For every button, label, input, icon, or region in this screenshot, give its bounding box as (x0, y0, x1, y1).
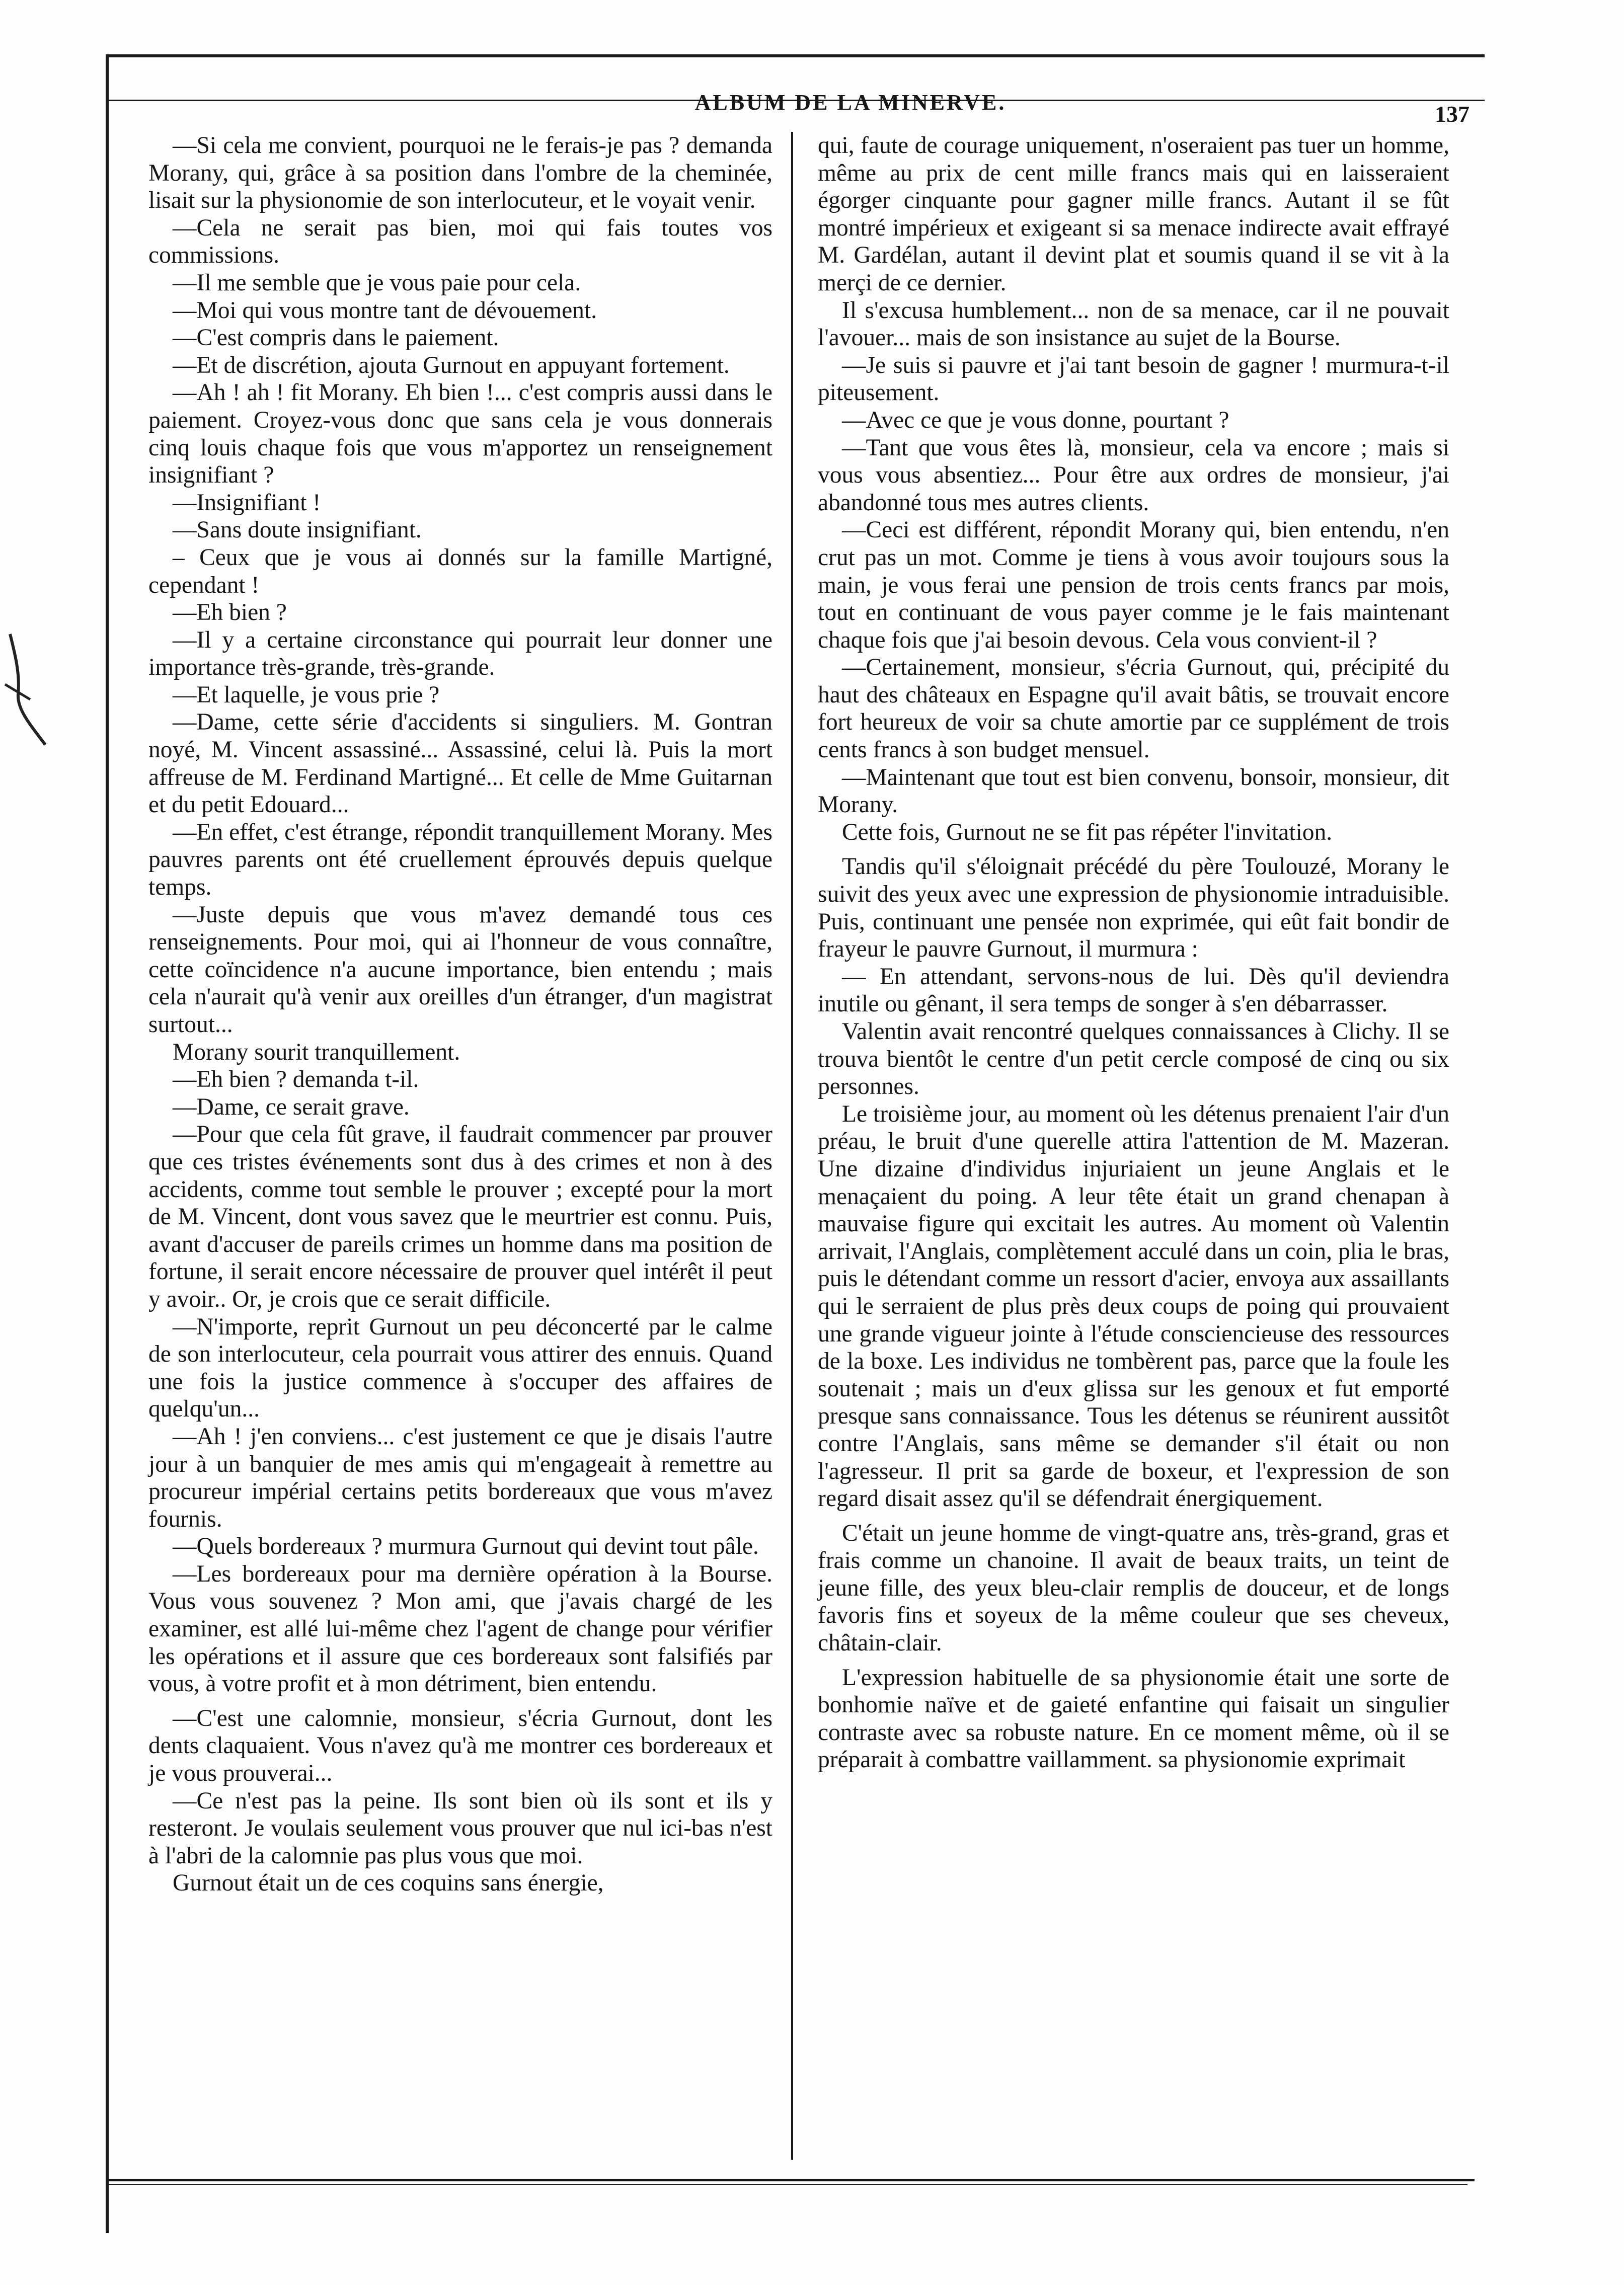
paragraph: —Et de discrétion, ajouta Gurnout en appuyant fortement. (173, 352, 730, 378)
paragraph: —Sans doute insignifiant. (173, 517, 422, 543)
text-column-left (148, 132, 772, 1897)
paragraph: Gurnout était un de ces coquins sans énergie, (173, 1870, 604, 1897)
paragraph: —En effet, c'est étrange, répondit tranquillement Morany. Mes pauvres parents ont été cruellement éprouvés depuis quelque temps. (148, 819, 772, 901)
paragraph: — En attendant, servons-nous de lui. Dès qu'il deviendra inutile ou gênant, il sera temps de songer à s'en débarrasser. (818, 963, 1449, 1017)
page-number: 137 (1435, 101, 1470, 127)
margin-pencil-mark (0, 624, 60, 755)
paragraph: —Moi qui vous montre tant de dévouement. (173, 297, 597, 324)
paragraph: —Ce n'est pas la peine. Ils sont bien où ils sont et ils y resteront. Je voulais seulement vous prouver que nul ici-bas n'est à l'abri de la calomnie pas plus vous que moi. (148, 1787, 772, 1869)
paragraph: —Et laquelle, je vous prie ? (173, 681, 440, 708)
paragraph: —Juste depuis que vous m'avez demandé tous ces renseignements. Pour moi, qui ai l'honneur de vous connaître, cette coïncidence n'a aucune importance, bien entendu ; mais cela n'aurait qu'à venir aux oreilles d'un étranger, d'un magistrat surtout... (148, 901, 772, 1038)
paragraph: L'expression habituelle de sa physionomie était une sorte de bonhomie naïve et de gaieté enfantine qui faisait un singulier contraste avec sa robuste nature. En ce moment même, où il se préparait à combattre vaillamment. sa physionomie exprimait (818, 1664, 1449, 1773)
paragraph: – Ceux que je vous ai donnés sur la famille Martigné, cependant ! (148, 544, 772, 598)
paragraph: Morany sourit tranquillement. (173, 1039, 460, 1065)
paragraph: —Il me semble que je vous paie pour cela. (173, 269, 581, 296)
paragraph: —Tant que vous êtes là, monsieur, cela va encore ; mais si vous vous absentiez... Pour être aux ordres de monsieur, j'ai abandonné tous mes autres clients. (818, 434, 1449, 516)
paragraph: —Insignifiant ! (173, 489, 321, 516)
paragraph: —Les bordereaux pour ma dernière opération à la Bourse. Vous vous souvenez ? Mon ami, que j'avais chargé de les examiner, est allé lui-même chez l'agent de change pour vérifier les opérations et il assure que ces bordereaux sont falsifiés par vous, à votre profit et à mon détriment, bien entendu. (148, 1560, 772, 1697)
paragraph: Le troisième jour, au moment où les détenus prenaient l'air d'un préau, le bruit d'une querelle attira l'attention de M. Mazeran. Une dizaine d'individus injuriaient un jeune Anglais et le menaçaient du poing. A leur tête était un grand chenapan à mauvaise figure qui excitait les autres. Au moment où Valentin arrivait, l'Anglais, complètement acculé dans un coin, plia le bras, puis le détendant comme un ressort d'acier, envoya aux assaillants qui le serraient de plus près deux coups de poing qui prouvaient une grande vigueur jointe à l'étude consciencieuse des ressources de la boxe. Les individus ne tombèrent pas, parce que la foule les soutenait ; mais un d'eux glissa sur les genoux et fut emporté presque sans connaissance. Tous les détenus se réunirent aussitôt contre l'Anglais, sans même se demander s'il était ou non l'agresseur. Il prit sa garde de boxeur, et l'expression de son regard disait assez qu'il se défendrait énergiquement. (818, 1100, 1449, 1512)
paragraph: —Pour que cela fût grave, il faudrait commencer par prouver que ces tristes événements sont dus à des crimes et non à des accidents, comme tout semble le prouver ; excepté pour la mort de M. Vincent, dont vous savez que le meurtrier est connu. Puis, avant d'accuser de pareils crimes un homme dans ma position de fortune, il serait encore nécessaire de prouver quel intérêt il peut y avoir.. Or, je crois que ce serait difficile. (148, 1121, 772, 1312)
bottom-border-rule-inner (109, 2184, 1467, 2185)
paragraph: —Ceci est différent, répondit Morany qui, bien entendu, n'en crut pas un mot. Comme je tiens à vous avoir toujours sous la main, je vous ferai une pension de trois cents francs par mois, tout en continuant de vous payer comme je le fais maintenant chaque fois que j'ai besoin devous. Cela vous convient-il ? (818, 517, 1449, 653)
paragraph: Valentin avait rencontré quelques connaissances à Clichy. Il se trouva bientôt le centre d'un petit cercle composé de cinq ou six personnes. (818, 1018, 1449, 1100)
paragraph: —Ah ! j'en conviens... c'est justement ce que je disais l'autre jour à un banquier de mes amis qui m'engageait à remettre au procureur impérial certains petits bordereaux que vous m'avez fournis. (148, 1423, 772, 1532)
top-border-rule (106, 54, 1485, 57)
paragraph: —Eh bien ? (173, 599, 287, 626)
paragraph: —Avec ce que je vous donne, pourtant ? (842, 407, 1229, 433)
paragraph: Tandis qu'il s'éloignait précédé du père Toulouzé, Morany le suivit des yeux avec une expression de physionomie intraduisible. Puis, continuant une pensée non exprimée, qui eût fait bondir de frayeur le pauvre Gurnout, il murmura : (818, 853, 1449, 963)
paragraph: —Certainement, monsieur, s'écria Gurnout, qui, précipité du haut des châteaux en Espagne qu'il avait bâtis, se trouvait encore fort heureux de voir sa chute amortie par ce supplément de trois cents francs à son budget mensuel. (818, 654, 1449, 763)
running-head-title: ALBUM DE LA MINERVE. (694, 90, 1007, 115)
paragraph: —Il y a certaine circonstance qui pourrait leur donner une importance très-grande, très-grande. (148, 626, 772, 681)
paragraph: —Cela ne serait pas bien, moi qui fais toutes vos commissions. (148, 214, 772, 269)
paragraph: —Je suis si pauvre et j'ai tant besoin de gagner ! murmura-t-il piteusement. (818, 352, 1449, 406)
bottom-border-rule (106, 2179, 1475, 2181)
paragraph: —N'importe, reprit Gurnout un peu déconcerté par le calme de son interlocuteur, cela pourrait vous attirer des ennuis. Quand une fois la justice commence à s'occuper des affaires de quelqu'un... (148, 1313, 772, 1423)
paragraph: C'était un jeune homme de vingt-quatre ans, très-grand, gras et frais comme un chanoine. Il avait de beaux traits, un teint de jeune fille, des yeux bleu-clair remplis de douceur, et de longs favoris fins et soyeux de la même couleur que ses cheveux, châtain-clair. (818, 1520, 1449, 1657)
left-border-rule (106, 54, 109, 2233)
paragraph: —Eh bien ? demanda t-il. (173, 1066, 419, 1093)
paragraph: —Si cela me convient, pourquoi ne le ferais-je pas ? demanda Morany, qui, grâce à sa position dans l'ombre de la cheminée, lisait sur la physionomie de son interlocuteur, et le voyait venir. (148, 132, 772, 214)
paragraph: Il s'excusa humblement... non de sa menace, car il ne pouvait l'avouer... mais de son insistance au sujet de la Bourse. (818, 297, 1449, 351)
paragraph: —Maintenant que tout est bien convenu, bonsoir, monsieur, dit Morany. (818, 764, 1449, 818)
column-divider (791, 132, 793, 2160)
paragraph: —C'est une calomnie, monsieur, s'écria Gurnout, dont les dents claquaient. Vous n'avez qu'à me montrer ces bordereaux et je vous prouverai... (148, 1705, 772, 1787)
paragraph: —Dame, ce serait grave. (173, 1093, 410, 1120)
paragraph: —Quels bordereaux ? murmura Gurnout qui devint tout pâle. (173, 1533, 759, 1560)
paragraph: qui, faute de courage uniquement, n'oseraient pas tuer un homme, même au prix de cent mille francs mais qui en laisseraient égorger cinquante pour gagner mille francs. Autant il se fût montré impérieux et exigeant si sa menace indirecte avait effrayé M. Gardélan, autant il devint plat et soumis quand il se vit à la merçi de ce dernier. (818, 132, 1449, 296)
paragraph: —Ah ! ah ! fit Morany. Eh bien !... c'est compris aussi dans le paiement. Croyez-vous donc que sans cela je vous donnerais cinq louis chaque fois que vous m'apportez un renseignement insignifiant ? (148, 379, 772, 489)
paragraph: —C'est compris dans le paiement. (173, 325, 499, 351)
text-column-right (818, 132, 1449, 1774)
paragraph: Cette fois, Gurnout ne se fit pas répéter l'invitation. (842, 819, 1333, 845)
paragraph: —Dame, cette série d'accidents si singuliers. M. Gontran noyé, M. Vincent assassiné... Assassiné, celui là. Puis la mort affreuse de M. Ferdinand Martigné... Et celle de Mme Guitarnan et du petit Edouard... (148, 709, 772, 818)
